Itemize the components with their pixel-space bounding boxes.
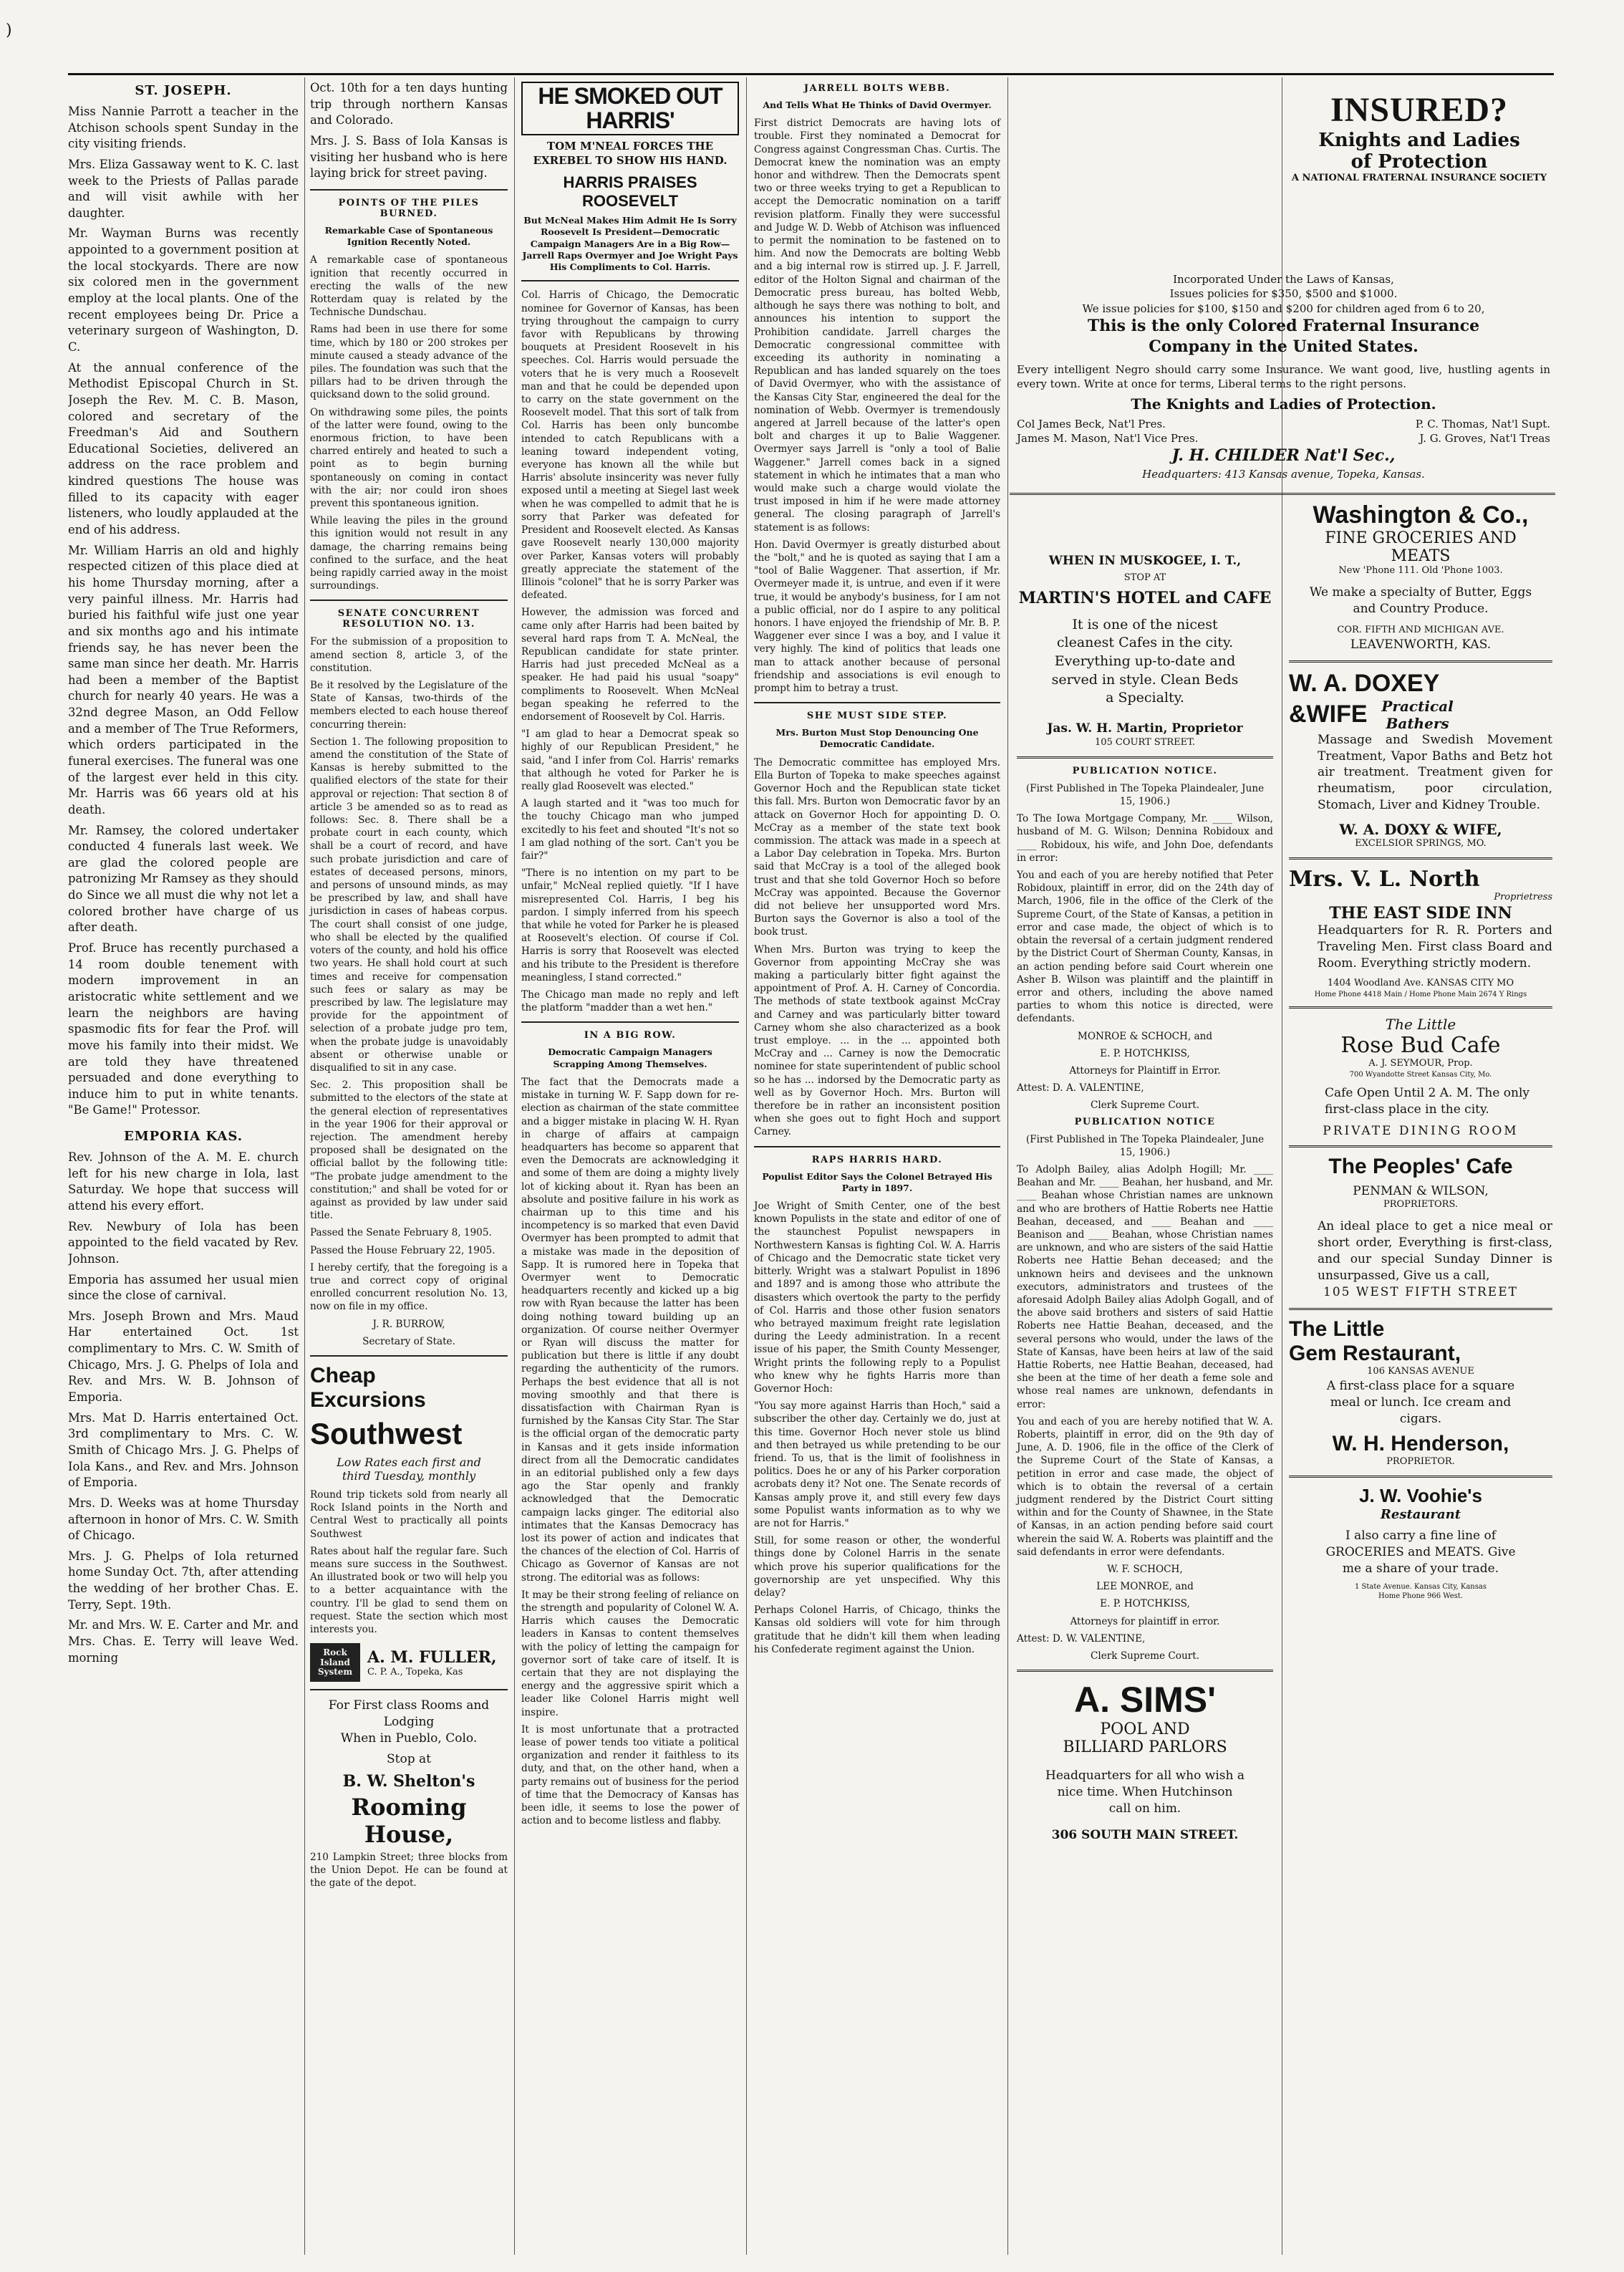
rooming-house-ad <box>310 1698 508 1890</box>
paragraph: Mr. and Mrs. W. E. Carter and Mr. and Mrs. Chas. E. Terry will leave Wed. morning <box>68 1618 299 1665</box>
inn-address: 1404 Woodland Ave. KANSAS CITY MO <box>1327 977 1514 988</box>
divider <box>1289 1476 1552 1478</box>
rosebud-text: Cafe Open Until 2 A. M. The only first-class place in the city. <box>1325 1085 1530 1117</box>
gem-address: 106 KANSAS AVENUE <box>1367 1366 1474 1377</box>
proprietors: PROPRIETORS. <box>1383 1199 1459 1210</box>
muskogee-line: WHEN IN MUSKOGEE, I. T., <box>1048 554 1242 568</box>
doxey-city: EXCELSIOR SPRINGS, MO. <box>1355 838 1487 849</box>
divider <box>1289 1145 1552 1147</box>
paragraph: However, the admission was forced and came only after Harris had been baited by several hard raps from T. A. McNeal, the Republican candidate for state printer. Harris had just preceded McNeal as a speaker. He had paid his usual "soapy" compliments to Roosevelt. When McNeal began speaking he referred to the endorsement of Roosevelt by Col. Harris. <box>521 607 739 723</box>
paragraph: Oct. 10th for a ten days hunting trip through northern Kansas and Colorado. <box>310 81 508 127</box>
paragraph: Be it resolved by the Legislature of the State of Kansas, two-thirds of the members elected to each house thereof concurring therein: <box>310 680 508 731</box>
paragraph: Miss Nannie Parrott a teacher in the Atchison schools spent Sunday in the city visiting friends. <box>68 105 299 151</box>
officer: J. G. Groves, Nat'l Treas <box>1419 431 1550 445</box>
inn-text: Headquarters for R. R. Porters and Traveling Men. First class Board and Room. Everything strictly modern. <box>1318 923 1552 971</box>
divider <box>1017 1670 1273 1672</box>
paragraph: It is most unfortunate that a protracted lease of power tends too vitiate a political organization and render it faithless to its duty, and that, on the other hand, when a party remains out of business for the period of time that the Democracy of Kansas has been idle, it seems to lose the power of action and to become listless and flabby. <box>521 1723 739 1827</box>
rosebud-the-little: The Little <box>1385 1015 1456 1033</box>
proprietress: Proprietress <box>1494 892 1552 903</box>
sims-address: 306 SOUTH MAIN STREET. <box>1051 1828 1239 1843</box>
senate-title: Secretary of State. <box>362 1335 455 1347</box>
martins-hotel-ad <box>1017 553 1273 749</box>
paragraph: "There is no intention on my part to be unfair," McNeal replied quietly. "If I have misrepresented Col. Harris, I beg his pardon. I simply inferred from his speech that while he voted for Parker he is pleased at Roosevelt's election. Of course if Col. Harris is sorry that Roosevelt was elected and his tribute to the President is therefore meaningless, I stand corrected." <box>521 867 739 983</box>
paragraph: Emporia has assumed her usual mien since the close of carnival. <box>68 1272 299 1303</box>
column-rule <box>514 77 515 2255</box>
washington-ad <box>1289 501 1552 653</box>
paragraph: For the submission of a proposition to amend section 8, article 3, of the constitution. <box>310 636 508 674</box>
divider <box>754 1146 1000 1147</box>
big-row-heading: IN A BIG ROW. <box>584 1030 677 1041</box>
signature: E. P. HOTCHKISS, <box>1100 1047 1190 1059</box>
signature: MONROE & SCHOCH, and <box>1077 1030 1213 1042</box>
divider <box>310 600 508 601</box>
piles-heading: POINTS OF THE PILES BURNED. <box>338 197 480 219</box>
paragraph: While leaving the piles in the ground this ignition would not result in any damage, the charring remains being confined to the surface, and the heat being rapidly carried away in the moist surroundings. <box>310 515 508 592</box>
paragraph: Section 1. The following proposition to amend the constitution of the State of Kansas is hereby submitted to the qualified electors of the state for their approval or rejection: That section 8 of article 3 be amended so as to read as follows: Sec. 8. There shall be a probate court in each county, which shall be a court of record, and have such probate jurisdiction and care of estates of deceased persons, minors, and persons of unsound minds, as may be prescribed by law, and shall have jurisdiction in cases of habeas corpus. The court shall consist of one judge, who shall be elected by the qualified voters of the county, and hold his office two years. He shall hold court at such times and receive for compensation such fees or salary as may be prescribed by law. The legislature may provide for the appointment of selection of a probate judge pro tem, when the probate judge is unavoidably absent or otherwise unable or disqualified to sit in any case. <box>310 736 508 1074</box>
publication-heading: PUBLICATION NOTICE. <box>1072 765 1218 776</box>
sims-ad <box>1017 1679 1273 1844</box>
peoples-title: The Peoples' Cafe <box>1328 1154 1513 1178</box>
ad-cheap: Cheap <box>310 1363 376 1387</box>
piles-subheading: Remarkable Case of Spontaneous Ignition Recently Noted. <box>324 224 493 248</box>
pub-sub: (First Published in The Topeka Plaindealer, June 15, 1906.) <box>1025 1133 1265 1158</box>
column-rule <box>1007 77 1008 2255</box>
fuller-title: C. P. A., Topeka, Kas <box>367 1666 463 1677</box>
peoples-address: 105 WEST FIFTH STREET <box>1323 1285 1518 1300</box>
pub-sub: (First Published in The Topeka Plaindealer, June 15, 1906.) <box>1025 782 1265 808</box>
doxey-title: W. A. DOXEY <box>1289 669 1440 697</box>
officer: James M. Mason, Nat'l Vice Pres. <box>1017 431 1199 445</box>
knights-line-2: of Protection <box>1350 151 1488 173</box>
childer-line: J. H. CHILDER Nat'l Sec., <box>1171 446 1396 466</box>
hq-line: Headquarters: 413 Kansas avenue, Topeka, Kansas. <box>1142 467 1425 481</box>
paragraph: You and each of you are hereby notified that Peter Robidoux, plaintiff in error, did on the 24th day of March, 1906, file in the office of the Clerk of the Supreme Court, of the State of Kansas, a petition in error and case made, the object of which is to obtain the reversal of a certain judgment rendered by the District Court of Sherman County, Kansas, in an action pending before said Court wherein one Asher B. Wilson was plaintiff and the plaintiff in error and others, including the above named parties to whom this notice is directed, were defendants. <box>1017 870 1273 1025</box>
inc-line: Incorporated Under the Laws of Kansas, <box>1173 273 1394 286</box>
rooms-line: Stop at <box>387 1752 431 1767</box>
signature: LEE MONROE, and <box>1096 1581 1194 1593</box>
washington-phone: New 'Phone 111. Old 'Phone 1003. <box>1338 565 1503 576</box>
clerk: Clerk Supreme Court. <box>1090 1099 1200 1112</box>
martins-address: 105 COURT STREET. <box>1094 736 1196 748</box>
senate-signature: J. R. BURROW, <box>372 1318 445 1330</box>
column-1 <box>68 80 304 2258</box>
jarrell-heading: JARRELL BOLTS WEBB. <box>803 83 951 94</box>
voohie-phone: Home Phone 966 West. <box>1378 1592 1464 1601</box>
headline: HE SMOKED OUT HARRIS' <box>521 82 739 135</box>
ad-paragraph: Rates about half the regular fare. Such means sure success in the Southwest. An illustrated book or two will help you to a better acquaintance with the country. I'll be glad to send them on request. State the section which most interests you. <box>310 1545 508 1636</box>
paragraph: When Mrs. Burton was trying to keep the Governor from appointing McCray she was making a particularly bitter fight against the appointment of Prof. A. H. Carney of Concordia. The methods of state textbook against McCray and Carney and was particularly bitter toward Carney whom she also characterized as a book trust employe. ... in the ... appointed both McCray and ... Carney is now the Democratic nominee for state superintendent of public school so he has ... indorsed by the Democratic party as well as by Governor Hoch. Mrs. Burton will therefore be in rather an inconsistent position when she goes out to fight Hoch and support Carney. <box>754 943 1000 1138</box>
voohie-restaurant: Restaurant <box>1380 1506 1461 1522</box>
divider <box>310 189 508 191</box>
paragraph: The Chicago man made no reply and left the platform "madder than a wet hen." <box>521 989 739 1014</box>
paragraph: You and each of you are hereby notified that W. A. Roberts, plaintiff in error, did on the 9th day of June, A. D. 1906, file in the office of the Clerk of the Supreme Court of the State of Kansas, a petition in error and case made, the object of which is to obtain the reversal of a certain judgment rendered by the District Court sitting within and for the County of Shawnee, in the State of Kansas, in an action pending before said court wherein the said W. A. Roberts was plaintiff and the said defendants in error were defendants. <box>1017 1415 1273 1558</box>
insurance-box-top <box>1010 77 1555 493</box>
gem-text: A first-class place for a square meal or lunch. Ice cream and cigars. <box>1326 1378 1515 1426</box>
paragraph: Mrs. Eliza Gassaway went to K. C. last week to the Priests of Pallas parade and will visit awhile with her daughter. <box>68 157 299 220</box>
doxey-signature: W. A. DOXY & WIFE, <box>1339 821 1502 839</box>
rock-island-logo: Rock Island System <box>310 1643 360 1682</box>
attest: Attest: D. W. VALENTINE, <box>1017 1632 1146 1645</box>
stop-at: STOP AT <box>1123 572 1166 583</box>
paragraph: It may be their strong feeling of reliance on the strength and popularity of Colonel W. A. Harris which causes the Democratic leaders in Kansas to content themselves with the policy of letting the campaign for governor sort of take care of itself. It is certain that they are not displaying the energy and the aggressive spirit which a leader like Colonel Harris might well inspire. <box>521 1589 739 1718</box>
insured-title: INSURED? <box>1330 91 1509 129</box>
policies-line: Issues policies for $350, $500 and $1000. <box>1169 287 1398 301</box>
martins-proprietor: Jas. W. H. Martin, Proprietor <box>1047 721 1243 736</box>
east-side-inn-ad <box>1289 867 1552 999</box>
paragraph: Mrs. Joseph Brown and Mrs. Maud Har entertained Oct. 1st complimentary to Mrs. C. W. Smith of Chicago, Mrs. J. G. Phelps of Iola and Rev. and Mrs. W. B. Johnson of Emporia. <box>68 1309 299 1405</box>
paragraph: Still, for some reason or other, the wonderful things done by Colonel Harris in the senate which prove his superior qualifications for the governorship are yet unspecified. Why this delay? <box>754 1535 1000 1599</box>
society-line: A NATIONAL FRATERNAL INSURANCE SOCIETY <box>1291 173 1547 183</box>
paragraph: Mr. William Harris an old and highly respected citizen of this place died at his home Thursday morning, after a very painful illness. Mr. Harris had buried his faithful wife just one year and six months ago and his intimate friends say, he has never been the same man since her death. Mr. Harris had been a member of the Baptist church for nearly 40 years. He was a 32nd degree Mason, an Odd Fellow and a member of The True Reformers, which orders participated in the funeral exercises. The funeral was one of the largest ever held in this city. Mr. Harris was 66 years old at his death. <box>68 543 299 817</box>
fuller-name: A. M. FULLER, <box>367 1647 497 1667</box>
st-joseph-heading: ST. JOSEPH. <box>135 83 232 98</box>
column-4 <box>748 80 1006 2258</box>
paragraph: Joe Wright of Smith Center, one of the best known Populists in the state and editor of one of the staunchest Populist newspapers in Northwestern Kansas is fighting Col. W. A. Harris of Chicago and the Democratic state ticket very bitterly. Wright was a stalwart Populist in 1896 and 1897 and is among those who attribute the disasters which overtook the party to the perfidy of Col. Harris and those other fusion senators who betrayed maximum freight rate legislation during the Leedy administration. In a recent issue of his paper, the Smith County Messenger, Wright prints the following reply to a Populist who knew why he fights Harris more than Governor Hoch: <box>754 1200 1000 1395</box>
voohie-text: I also carry a fine line of GROCERIES and MEATS. Give me a share of your trade. <box>1325 1528 1516 1576</box>
jarrell-subheading: And Tells What He Thinks of David Overmyer. <box>763 100 992 110</box>
officer: Col James Beck, Nat'l Pres. <box>1017 417 1166 430</box>
voohie-title: J. W. Voohie's <box>1359 1484 1482 1506</box>
knights-line-1: Knights and Ladies <box>1318 130 1520 151</box>
north-name: Mrs. V. L. North <box>1289 867 1480 892</box>
rooms-line: When in Pueblo, Colo. <box>340 1731 478 1746</box>
rooms-address: 210 Lampkin Street; three blocks from the Union Depot. He can be found at the gate of the depot. <box>310 1851 508 1890</box>
margin-mark: ) <box>6 21 12 39</box>
henderson-proprietor: PROPRIETOR. <box>1386 1455 1455 1467</box>
paragraph: Rams had been in use there for some time, which by 180 or 200 strokes per minute caused a steady advance of the piles. The foundation was such that the pillars had to be driven through the quicksand down to the solid ground. <box>310 324 508 401</box>
gem-little: The Little <box>1289 1317 1385 1342</box>
paragraph: Mr. Ramsey, the colored undertaker conducted 4 funerals last week. We are glad the colored people are patronizing Mr Ramsey as they should do Since we all must die why not let a colored brother have charge of us after death. <box>68 823 299 935</box>
penman: PENMAN & WILSON, <box>1353 1183 1489 1198</box>
washington-title: Washington & Co., <box>1313 501 1529 529</box>
voohie-ad <box>1289 1485 1552 1602</box>
paragraph: To Adolph Bailey, alias Adolph Hogill; Mr. ____ Beahan and Mr. ____ Beahan, her husband, and Mr. ____ Beahan whose Christian names are unknown and who are brothers of Hattie Roberts nee Hattie Beahan, deceased, and ____ Beahan and ____ Beanison and ____ Beahan, whose Christian names are unknown, and who are sisters of the said Hattie Roberts nee Hattie Behan deceased; and the unknown heirs and devisees and the unknown executors, administrators and trustees of the aforesaid Adolph Bailey alias Adolph Gogall, and of the above said brothers and sisters of said Hattie Roberts nee Hattie Beahan, deceased, and the several persons who would, under the laws of the State of Kansas, have been heirs at law of the said Hattie Roberts, nee Hattie Beahan, deceased, had she been at the time of her death a feme sole and whose real names are unknown, defendants in error: <box>1017 1163 1273 1410</box>
burton-heading: SHE MUST SIDE STEP. <box>806 711 948 722</box>
paragraph: First district Democrats are having lots of trouble. First they nominated a Democrat for Congress against Congressman Chas. Curtis. The Democrat knew the nomination was an empty honor and withdrew. Then the Democrats spent two or three weeks trying to get a Republican to accept the Democratic nomination on a tariff revision platform. Finally they were successful and Judge W. D. Webb of Atchison was influenced to permit the nomination to be fastened on to him. And now the Democrats are bolting Webb and a big internal row is stirred up. J. F. Jarrell, editor of the Holton Signal and chairman of the Democratic press bureau, has bolted Webb, although he says there was nothing to bolt, and announces his intention to support the Prohibition candidate. Jarrell charges the Democratic congressional committee with exceeding its authority in nominating a Republican and has landed squarely on the toes of David Overmyer, who with the assistance of the Kansas City Star, engineered the deal for the nomination of Webb. Overmyer is tremendously angered at Jarrell because of the latter's open bolt and charges it up to Balie Waggener. Overmyer says Jarrell is "only a tool of Balie Waggener." Jarrell comes back in a signed statement in which he intimates that a man who would make such a charge would violate the trust imposed in him if he were made attorney general. The closing paragraph of Jarrell's statement is as follows: <box>754 117 1000 534</box>
column-rule <box>746 77 747 2255</box>
paragraph: Sec. 2. This proposition shall be submitted to the electors of the state at the general election of representatives in the year 1906 for their approval or rejection. The amendment hereby proposed shall be designated on the official ballot by the following title: "The probate judge amendment to the constitution;" and shall be voted for or against as provided by law under said title. <box>310 1079 508 1222</box>
paragraph: The Democratic committee has employed Mrs. Ella Burton of Topeka to make speeches against Governor Hoch and the Republican state ticket this fall. Mrs. Burton won Democratic favor by an attack on Governor Hoch for appointing D. O. McCray as a member of the state text book commission. The attack was made in a speech at a Labor Day celebration in Topeka. Mrs. Burton said that McCray is a tool of the alleged book trust and that she told Governor Hoch so before McCray was appointed. Because the Governor did not believe her unsupported word Mrs. Burton says the Governor is also a tool of the book trust. <box>754 756 1000 938</box>
ad-paragraph: Round trip tickets sold from nearly all Rock Island points in the North and Central West to practically all points Southwest <box>310 1488 508 1540</box>
paragraph: Mrs. J. S. Bass of Iola Kansas is visiting her husband who is here laying brick for street paving. <box>310 133 508 180</box>
sims-text: Headquarters for all who wish a nice time. When Hutchinson call on him. <box>1045 1768 1244 1816</box>
paragraph: Mr. Wayman Burns was recently appointed to a government position at the local stockyards. There are now six colored men in the government employ at the local plants. One of the recent employees being Dr. Price a veterinary surgeon of Washington, D. C. <box>68 226 299 354</box>
only-line: This is the only Colored Fraternal Insurance Company in the United States. <box>1087 316 1480 357</box>
peoples-text: An ideal place to get a nice meal or short order, Everything is first-class, and our special Sunday Dinner is unsurpassed, Give us a call, <box>1318 1219 1552 1284</box>
senate-heading: SENATE CONCURRENT RESOLUTION NO. 13. <box>337 608 480 630</box>
excursions-ad <box>310 1364 508 1682</box>
ad-southwest: Southwest <box>310 1416 463 1450</box>
paragraph: Rev. Newbury of Iola has been appointed to the field vacated by Rev. Johnson. <box>68 1219 299 1266</box>
paragraph: On withdrawing some piles, the points of the latter were found, owing to the enormous friction, to have been charred entirely and heated to such a point as to begin burning spontaneously on coming in contact with the air; nor could iron shoes prevent this spontaneous ignition. <box>310 406 508 509</box>
paragraph: Col. Harris of Chicago, the Democratic nominee for Governor of Kansas, has been trying throughout the campaign to curry favor with Republicans by throwing bouquets at President Roosevelt in his speeches. Col. Harris would persuade the voters that he is very much a Roosevelt man and that he could be depended upon to carry on the state government on the Roosevelt model. That this sort of talk from Col. Harris has been only buncombe intended to catch Republicans with a leaning toward independent voting, everyone has known all the while but Harris' absolute insincerity was never fully exposed until a meeting at Siegel last week when he was compelled to admit that he is sorry that Parker was defeated for President and Roosevelt elected. As Kansas gave Roosevelt nearly 130,000 majority over Parker, Kansas voters will probably greatly appreciate the statement of the Illinois "colonel" that he is sorry Parker was defeated. <box>521 289 739 602</box>
divider <box>1289 1006 1552 1009</box>
raps-heading: RAPS HARRIS HARD. <box>811 1154 943 1165</box>
paragraph: At the annual conference of the Methodist Episcopal Church in St. Joseph the Rev. M. C. B. Mason, colored and secretary of the Freedman's Aid and Southern Educational Societies, delivered an address on the race problem and kindred questions The house was filled to its capacity with eager listeners, who loudly applauded at the end of his address. <box>68 360 299 537</box>
ad-rates-2: third Tuesday, monthly <box>342 1468 476 1483</box>
paragraph: "I am glad to hear a Democrat speak so highly of our Republican President," he said, "and I infer from Col. Harris' remarks that although he voted for Parker he is really glad Roosevelt was elected." <box>521 728 739 792</box>
sims-title: A. SIMS' <box>1073 1680 1217 1720</box>
paragraph: Hon. David Overmyer is greatly disturbed about the "bolt," and he is quoted as saying that I am a "tool of Balie Waggener. That assertion, if Mr. Overmeyer made it, is untrue, and even if it were true, it would be anybody's business, for I am not a public official, nor do I aspire to any political honors. I have enjoyed the friendship of Mr. B. P. Waggener ever since I was a boy, and I value it very highly. The kind of politics that leads one man to attack another because of personal friendship and associations is evil enough to prompt him to betray a trust. <box>754 539 1000 694</box>
washington-address: COR. FIFTH AND MICHIGAN AVE. <box>1337 624 1504 635</box>
rosebud-prop: A. J. SEYMOUR, Prop. <box>1368 1057 1473 1069</box>
henderson: W. H. Henderson, <box>1332 1431 1509 1455</box>
shelton-name: B. W. Shelton's <box>342 1771 475 1791</box>
divider <box>1017 756 1273 759</box>
children-line: We issue policies for $100, $150 and $200 for children aged from 6 to 20, <box>1082 302 1485 315</box>
paragraph: "You say more against Harris than Hoch," said a subscriber the other day. Certainly we do, just at this time. Governor Hoch never stole us blind and then betrayed us while pretending to be our friend. To us, that is the limit of foolishness in politics. Does he or any of his Parker corporation acrobats deny it? Not one. The Senate records of Kansas amply prove it, and still every few days some Populist wants information as to why we are not for Harris." <box>754 1400 1000 1529</box>
peoples-cafe-ad <box>1289 1155 1552 1301</box>
burton-subheading: Mrs. Burton Must Stop Denouncing One Democratic Candidate. <box>775 727 979 750</box>
sims-pool: POOL AND BILLIARD PARLORS <box>1063 1720 1227 1757</box>
emporia-heading: EMPORIA KAS. <box>124 1129 243 1145</box>
deck-1: TOM M'NEAL FORCES THE EXREBEL TO SHOW HIS HAND. <box>533 140 728 167</box>
paragraph: The fact that the Democrats made a mistake in turning W. F. Sapp down for re-election as chairman of the state committee and a bigger mistake in placing W. H. Ryan in charge of affairs at campaign headquarters has become so apparent that even the Democrats are acknowledging it and some of them are doing a mighty lively lot of kicking about it. Ryan has been an absolute and positive failure in his work as chairman up to this time and his incompetency is so marked that even David Overmyer has been prompted to admit that a mistake was made in the deposition of Sapp. It is rumored here in Topeka that Overmyer went to Democratic headquarters recently and kicked up a big row with Ryan because the latter has been doing nothing toward building up an organization. Of course neither Overmyer or Ryan will discuss the matter for publication but there is little if any doubt regarding the authenticity of the rumors. Perhaps the best evidence that all is not moving smoothly and that there is dissatisfaction with Chairman Ryan is furnished by the Kansas City Star. The Star is the official organ of the democratic party in Kansas and it gets inside information direct from all the Democratic candidates in an editorial published only a few days ago the Star openly and frankly acknowledged that the Democratic campaign lacks ginger. The editorial also intimates that the Kansas Democracy has lost its power of action and indicates that the chances of the election of Col. Harris of Chicago as Governor of Kansas are not strong. The editorial was as follows: <box>521 1076 739 1584</box>
practical-bathers: Practical Bathers <box>1381 697 1454 732</box>
paragraph: Passed the House February 22, 1905. <box>310 1244 496 1256</box>
divider <box>754 702 1000 703</box>
ad-rates-1: Low Rates each first and <box>337 1455 481 1469</box>
inn-phone: Home Phone 4418 Main / Home Phone Main 2674 Y Rings <box>1314 990 1527 998</box>
paragraph: A laugh started and it "was too much for the touchy Chicago man who jumped excitedly to his feet and shouted "It's not so I am glad nothing of the sort. Can't you be fair?" <box>521 798 739 862</box>
voohie-address: 1 State Avenue. Kansas City, Kansas <box>1355 1583 1487 1592</box>
divider <box>310 1355 508 1357</box>
signature: Attorneys for Plaintiff in Error. <box>1069 1064 1221 1077</box>
divider <box>1289 1308 1552 1310</box>
paragraph: Mrs. J. G. Phelps of Iola returned home Sunday Oct. 7th, after attending the wedding of her brother Chas. E. Terry, Sept. 19th. <box>68 1549 299 1612</box>
signature: W. F. SCHOCH, <box>1107 1564 1183 1576</box>
rooms-line: For First class Rooms and Lodging <box>328 1698 490 1730</box>
deck-2: HARRIS PRAISES ROOSEVELT <box>563 173 697 211</box>
private-dining: PRIVATE DINING ROOM <box>1323 1123 1519 1138</box>
rosebud-title: Rose Bud Cafe <box>1340 1032 1501 1058</box>
clerk: Clerk Supreme Court. <box>1090 1650 1200 1662</box>
inn-title: THE EAST SIDE INN <box>1329 904 1512 923</box>
paragraph: To The Iowa Mortgage Company, Mr. ____ Wilson, husband of M. G. Wilson; Dennina Robidoux and ____ Robidoux, his wife, and John Doe, defendants in error: <box>1017 813 1273 864</box>
divider <box>310 1689 508 1690</box>
martins-title: MARTIN'S HOTEL and CAFE <box>1018 588 1272 607</box>
divider <box>521 280 739 281</box>
paragraph: Prof. Bruce has recently purchased a 14 room double tenement with modern improvement in an aristocratic white settlement and we learn the neighbors are having spasmodic fits for fear the Prof. will move his family into their midst. We are told they have threatened persuaded and done everything to induce him to put in white tenants. "Be Game!" Protessor. <box>68 941 299 1117</box>
paragraph: Passed the Senate February 8, 1905. <box>310 1227 492 1239</box>
paragraph: Rev. Johnson of the A. M. E. church left for his new charge in Iola, last Saturday. We hope that success will attend his every effort. <box>68 1150 299 1213</box>
publication-heading: PUBLICATION NOTICE <box>1074 1116 1216 1127</box>
gem-title: Gem Restaurant, <box>1289 1342 1461 1366</box>
doxey-ad <box>1289 670 1552 851</box>
gem-restaurant-ad <box>1289 1317 1552 1468</box>
column-6-ads <box>1289 501 1552 1601</box>
washington-text: We make a specialty of Butter, Eggs and Country Produce. <box>1309 584 1532 616</box>
rooming-house-title: Rooming House, <box>351 1793 467 1848</box>
top-rule <box>68 73 1554 75</box>
paragraph: Mrs. Mat D. Harris entertained Oct. 3rd complimentary to Mrs. C. W. Smith of Chicago Mrs. J. G. Phelps of Iola Kans., and Rev. and Mrs. Johnson of Emporia. <box>68 1410 299 1490</box>
deck-3: But McNeal Makes Him Admit He Is Sorry Roosevelt Is President—Democratic Campaign Managers Are in a Big Row—Jarrell Raps Overmyer and Joe Wright Pays His Compliments to Col. Harris. <box>522 215 738 273</box>
paragraph: A remarkable case of spontaneous ignition that recently occurred in erecting the walls of the new Rotterdam quay is related by the Technische Dundschau. <box>310 254 508 319</box>
signature: E. P. HOTCHKISS, <box>1100 1598 1190 1610</box>
paragraph: Perhaps Colonel Harris, of Chicago, thinks the Kansas old soldiers will vote for him through gratitude that he didn't kill them when leading his Confederate regiment against the Union. <box>754 1604 1000 1655</box>
rosebud-address: 700 Wyandotte Street Kansas City, Mo. <box>1349 1070 1492 1079</box>
rosebud-ad <box>1289 1016 1552 1138</box>
insurance-rule <box>1010 493 1555 495</box>
divider <box>1289 660 1552 663</box>
divider <box>1289 857 1552 860</box>
agents-line: Every intelligent Negro should carry some Insurance. We want good, live, hustling agents in every town. Write at once for terms, Liberal terms to the right persons. <box>1017 363 1550 391</box>
ad-excursions: Excursions <box>310 1387 426 1412</box>
martins-text: It is one of the nicest cleanest Cafes in the city. Everything up-to-date and served in style. Clean Beds a Specialty. <box>1051 616 1239 706</box>
washington-city: LEAVENWORTH, KAS. <box>1350 637 1492 652</box>
washington-sub: FINE GROCERIES AND MEATS <box>1325 529 1517 565</box>
doxey-wife: &WIFE <box>1289 701 1368 728</box>
kl-line: The Knights and Ladies of Protection. <box>1131 395 1436 413</box>
signature: Attorneys for plaintiff in error. <box>1070 1615 1220 1627</box>
big-row-subheading: Democratic Campaign Managers Scrapping Among Themselves. <box>548 1046 712 1069</box>
officer: P. C. Thomas, Nat'l Supt. <box>1415 417 1550 430</box>
paragraph: Mrs. D. Weeks was at home Thursday afternoon in honor of Mrs. C. W. Smith of Chicago. <box>68 1496 299 1543</box>
column-2 <box>304 80 513 2258</box>
column-3 <box>516 80 745 2258</box>
attest: Attest: D. A. VALENTINE, <box>1017 1082 1144 1094</box>
divider <box>521 1021 739 1023</box>
raps-subheading: Populist Editor Says the Colonel Betrayed His Party in 1897. <box>762 1170 992 1193</box>
doxey-text: Massage and Swedish Movement Treatment, Vapor Baths and Betz hot air treatment. Treatment given for rheumatism, poor circulation, Stomach, Liver and Kidney Trouble. <box>1318 732 1552 813</box>
paragraph: I hereby certify, that the foregoing is a true and correct copy of original enrolled concurrent resolution No. 13, now on file in my office. <box>310 1261 508 1313</box>
